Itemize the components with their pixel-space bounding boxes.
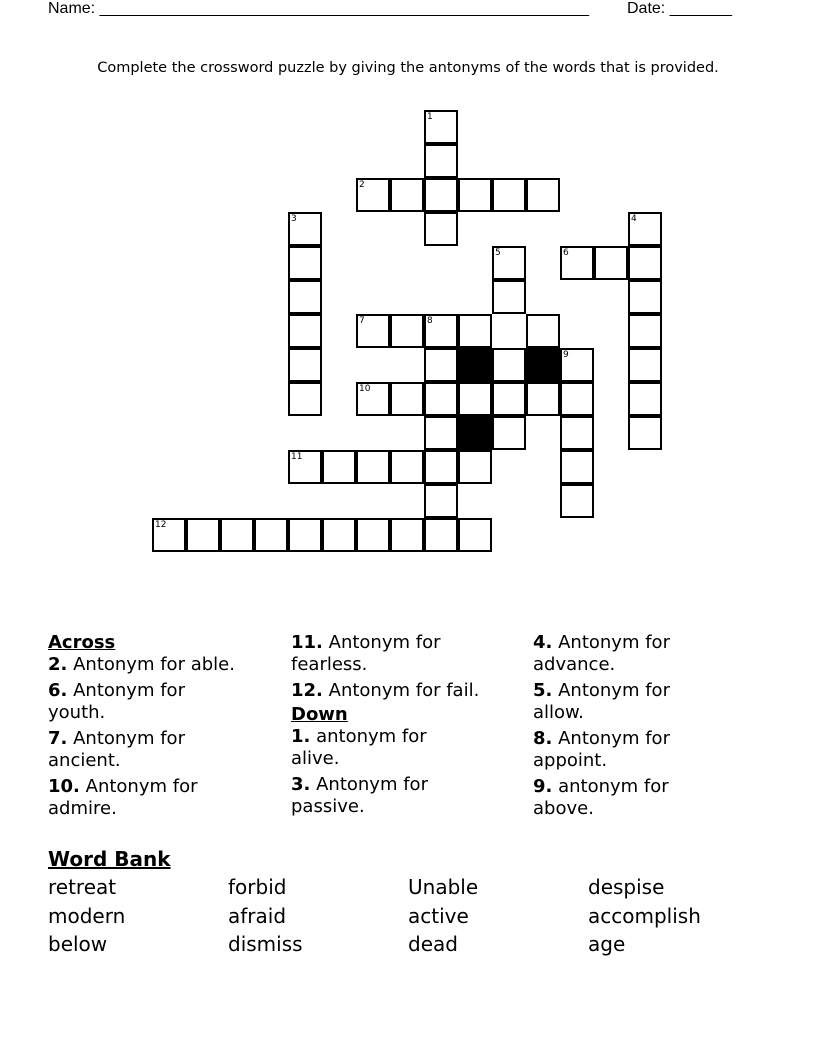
crossword-cell[interactable] bbox=[390, 450, 424, 484]
name-field[interactable]: Name: _______________________________________________________ bbox=[48, 0, 589, 17]
crossword-cell[interactable] bbox=[628, 348, 662, 382]
clue-number: 3. bbox=[291, 774, 311, 795]
crossword-cell[interactable] bbox=[628, 246, 662, 280]
crossword-cell[interactable] bbox=[628, 382, 662, 416]
cell-number: 9 bbox=[563, 350, 569, 360]
cell-number: 12 bbox=[155, 520, 167, 530]
cell-number: 6 bbox=[563, 248, 569, 258]
crossword-cell[interactable] bbox=[458, 314, 492, 348]
clues-column-3 bbox=[533, 632, 763, 824]
crossword-cell[interactable] bbox=[424, 212, 458, 246]
down-heading: Down bbox=[291, 704, 348, 725]
crossword-cell[interactable] bbox=[424, 178, 458, 212]
clue-text: Antonym for admire. bbox=[48, 776, 198, 819]
clue-down-8 bbox=[533, 728, 708, 772]
crossword-cell[interactable] bbox=[288, 280, 322, 314]
crossword-block bbox=[458, 348, 492, 382]
word-bank-heading: Word Bank bbox=[48, 847, 171, 871]
clue-text: Antonym for youth. bbox=[48, 680, 185, 723]
crossword-cell[interactable] bbox=[390, 518, 424, 552]
crossword-cell[interactable] bbox=[560, 484, 594, 518]
clue-across-6 bbox=[48, 680, 233, 724]
clue-across-10 bbox=[48, 776, 233, 820]
crossword-cell[interactable] bbox=[526, 314, 560, 348]
cell-number: 2 bbox=[359, 180, 365, 190]
clue-across-11 bbox=[291, 632, 476, 676]
cell-number: 7 bbox=[359, 316, 365, 326]
clue-number: 6. bbox=[48, 680, 68, 701]
clue-number: 8. bbox=[533, 728, 553, 749]
clue-number: 9. bbox=[533, 776, 553, 797]
cell-number: 10 bbox=[359, 384, 371, 394]
crossword-cell[interactable] bbox=[356, 178, 390, 212]
crossword-cell[interactable] bbox=[288, 212, 322, 246]
word-bank-item: modern bbox=[48, 904, 126, 928]
crossword-cell[interactable] bbox=[560, 348, 594, 382]
crossword-cell[interactable] bbox=[560, 450, 594, 484]
clue-text: Antonym for passive. bbox=[291, 774, 428, 817]
clue-text: Antonym for ancient. bbox=[48, 728, 185, 771]
clue-down-9 bbox=[533, 776, 708, 820]
crossword-cell[interactable] bbox=[152, 518, 186, 552]
clue-number: 12. bbox=[291, 680, 323, 701]
crossword-cell[interactable] bbox=[628, 314, 662, 348]
crossword-cell[interactable] bbox=[424, 382, 458, 416]
crossword-cell[interactable] bbox=[492, 416, 526, 450]
crossword-cell[interactable] bbox=[424, 518, 458, 552]
crossword-cell[interactable] bbox=[560, 246, 594, 280]
crossword-cell[interactable] bbox=[594, 246, 628, 280]
word-bank-item: forbid bbox=[228, 875, 287, 899]
clue-down-1 bbox=[291, 726, 461, 770]
crossword-cell[interactable] bbox=[628, 416, 662, 450]
clue-across-12 bbox=[291, 680, 521, 702]
clue-text: Antonym for fail. bbox=[328, 680, 480, 701]
crossword-cell[interactable] bbox=[628, 212, 662, 246]
crossword-cell[interactable] bbox=[458, 450, 492, 484]
crossword-cell[interactable] bbox=[458, 382, 492, 416]
cell-number: 5 bbox=[495, 248, 501, 258]
clues-column-2 bbox=[291, 632, 521, 822]
crossword-cell[interactable] bbox=[492, 348, 526, 382]
clue-text: Antonym for fearless. bbox=[291, 632, 441, 675]
clue-text: Antonym for advance. bbox=[533, 632, 670, 675]
crossword-cell[interactable] bbox=[424, 484, 458, 518]
clue-text: antonym for alive. bbox=[291, 726, 427, 769]
clue-text: Antonym for appoint. bbox=[533, 728, 670, 771]
crossword-cell[interactable] bbox=[492, 178, 526, 212]
crossword-cell[interactable] bbox=[356, 314, 390, 348]
clues-column-1 bbox=[48, 632, 278, 824]
clue-across-7 bbox=[48, 728, 233, 772]
clue-down-5 bbox=[533, 680, 708, 724]
clue-number: 4. bbox=[533, 632, 553, 653]
crossword-cell[interactable] bbox=[628, 280, 662, 314]
crossword-cell[interactable] bbox=[560, 382, 594, 416]
crossword-cell[interactable] bbox=[424, 416, 458, 450]
clue-number: 7. bbox=[48, 728, 68, 749]
clue-number: 5. bbox=[533, 680, 553, 701]
crossword-cell[interactable] bbox=[390, 382, 424, 416]
crossword-cell[interactable] bbox=[458, 518, 492, 552]
crossword-cell[interactable] bbox=[492, 382, 526, 416]
crossword-cell[interactable] bbox=[288, 518, 322, 552]
cell-number: 8 bbox=[427, 316, 433, 326]
date-field[interactable]: Date: _______ bbox=[627, 0, 732, 17]
word-bank-item: dismiss bbox=[228, 932, 303, 956]
crossword-cell[interactable] bbox=[356, 518, 390, 552]
cell-number: 1 bbox=[427, 112, 433, 122]
crossword-cell[interactable] bbox=[288, 450, 322, 484]
crossword-cell[interactable] bbox=[390, 178, 424, 212]
crossword-cell[interactable] bbox=[356, 382, 390, 416]
clue-across-2 bbox=[48, 654, 278, 676]
across-heading: Across bbox=[48, 632, 116, 653]
cell-number: 3 bbox=[291, 214, 297, 224]
crossword-cell[interactable] bbox=[424, 110, 458, 144]
crossword-block bbox=[458, 416, 492, 450]
crossword-cell[interactable] bbox=[526, 382, 560, 416]
word-bank-item: despise bbox=[588, 875, 665, 899]
clue-text: Antonym for able. bbox=[73, 654, 235, 675]
crossword-cell[interactable] bbox=[322, 518, 356, 552]
crossword-cell[interactable] bbox=[492, 246, 526, 280]
cell-number: 11 bbox=[291, 452, 303, 462]
clue-number: 11. bbox=[291, 632, 323, 653]
word-bank-item: afraid bbox=[228, 904, 287, 928]
crossword-cell[interactable] bbox=[356, 450, 390, 484]
word-bank-item: age bbox=[588, 932, 626, 956]
crossword-cell[interactable] bbox=[424, 144, 458, 178]
crossword-cell[interactable] bbox=[424, 314, 458, 348]
clue-text: Antonym for allow. bbox=[533, 680, 670, 723]
crossword-cell[interactable] bbox=[492, 280, 526, 314]
clue-down-4 bbox=[533, 632, 708, 676]
crossword-cell[interactable] bbox=[186, 518, 220, 552]
word-bank-item: accomplish bbox=[588, 904, 701, 928]
clue-down-3 bbox=[291, 774, 461, 818]
crossword-cell[interactable] bbox=[220, 518, 254, 552]
cell-number: 4 bbox=[631, 214, 637, 224]
clue-number: 10. bbox=[48, 776, 80, 797]
crossword-cell[interactable] bbox=[322, 450, 356, 484]
word-bank-item: dead bbox=[408, 932, 458, 956]
crossword-cell[interactable] bbox=[288, 348, 322, 382]
crossword-cell[interactable] bbox=[424, 348, 458, 382]
word-bank-item: active bbox=[408, 904, 469, 928]
crossword-cell[interactable] bbox=[288, 382, 322, 416]
clue-text: antonym for above. bbox=[533, 776, 669, 819]
crossword-cell[interactable] bbox=[526, 178, 560, 212]
word-bank-item: below bbox=[48, 932, 108, 956]
word-bank-item: Unable bbox=[408, 875, 479, 899]
crossword-cell[interactable] bbox=[390, 314, 424, 348]
word-bank-item: retreat bbox=[48, 875, 117, 899]
clue-number: 1. bbox=[291, 726, 311, 747]
crossword-cell[interactable] bbox=[288, 246, 322, 280]
crossword-cell[interactable] bbox=[458, 178, 492, 212]
crossword-block bbox=[526, 348, 560, 382]
crossword-cell[interactable] bbox=[560, 416, 594, 450]
clue-number: 2. bbox=[48, 654, 68, 675]
crossword-cell[interactable] bbox=[424, 450, 458, 484]
crossword-cell[interactable] bbox=[288, 314, 322, 348]
instructions: Complete the crossword puzzle by giving the antonyms of the words that is provided. bbox=[97, 60, 719, 76]
crossword-cell[interactable] bbox=[254, 518, 288, 552]
